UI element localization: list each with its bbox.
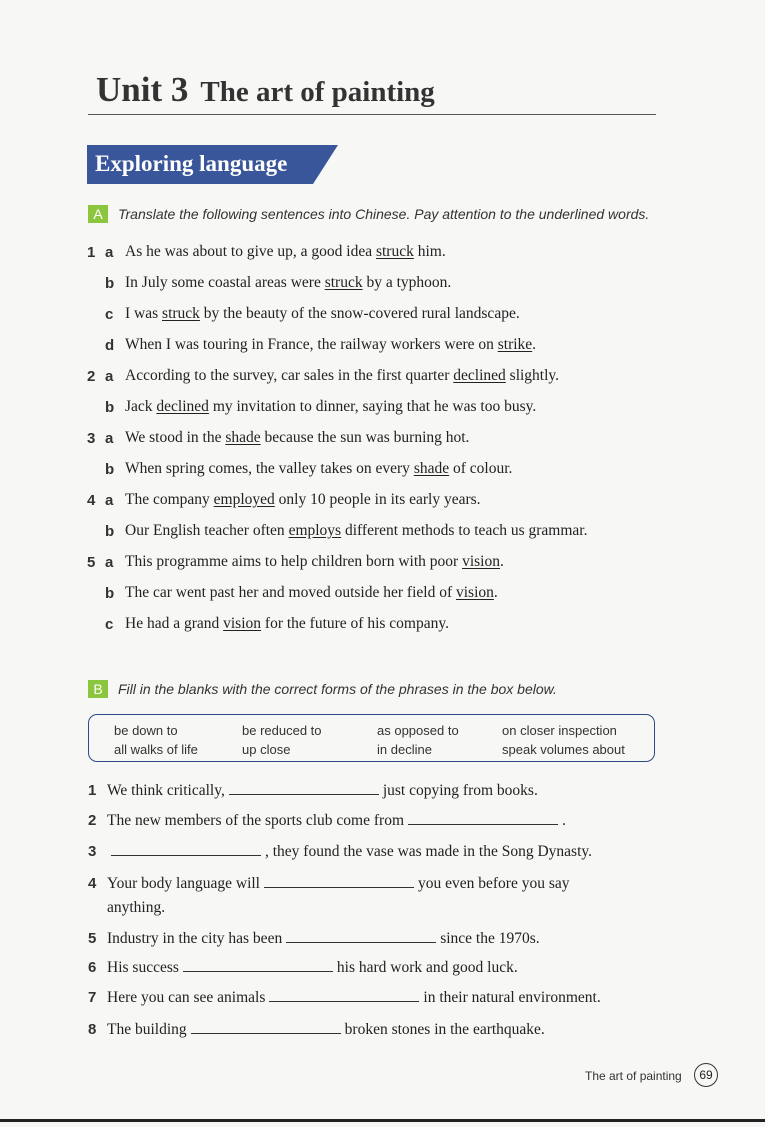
sentence — [125, 398, 536, 416]
question-number: 2 — [87, 368, 96, 385]
sentence — [125, 274, 451, 292]
sentence — [125, 522, 587, 540]
question-number: 6 — [88, 959, 97, 976]
sentence-text: Here you can see animals — [107, 989, 266, 1006]
section-b-badge: B — [88, 680, 108, 698]
sub-label: a — [105, 492, 114, 509]
underlined-word: vision — [455, 584, 494, 601]
underlined-word: shade — [413, 460, 450, 477]
sub-label: b — [105, 585, 115, 602]
phrase-item: up close — [242, 742, 291, 757]
running-title: The art of painting — [585, 1069, 682, 1083]
sentence-text: by a typhoon. — [362, 274, 452, 291]
sentence-text: Jack — [125, 398, 157, 415]
sentence — [125, 429, 469, 447]
section-a-instruction: Translate the following sentences into Chinese. Pay attention to the underlined words. — [118, 206, 650, 222]
page-number: 69 — [694, 1063, 718, 1087]
answer-blank — [111, 842, 261, 856]
question-number: 1 — [88, 782, 97, 799]
fill-sentence — [107, 988, 601, 1007]
sentence-text: We stood in the — [125, 429, 226, 446]
sentence-text: just copying from books. — [382, 782, 538, 799]
fill-sentence — [107, 874, 570, 893]
sub-label: b — [105, 523, 115, 540]
underlined-word: shade — [225, 429, 261, 446]
sentence-text: Our English teacher often — [125, 522, 289, 539]
unit-number: Unit 3 — [96, 70, 189, 109]
sentence-text: for the future of his company. — [261, 615, 449, 632]
phrase-item: be down to — [114, 723, 178, 738]
sentence-text: Your body language will — [107, 875, 260, 892]
sentence-text: . — [493, 584, 498, 601]
answer-blank — [286, 929, 436, 943]
section-b-instruction: Fill in the blanks with the correct forms of the phrases in the box below. — [118, 681, 557, 697]
underlined-word: declined — [156, 398, 209, 415]
question-number: 2 — [88, 812, 97, 829]
underlined-word: struck — [375, 243, 414, 260]
sentence-text: When I was touring in France, the railway workers were on — [125, 336, 498, 353]
phrase-item: on closer inspection — [502, 723, 617, 738]
sentence-text: I was — [125, 305, 163, 322]
sentence-text: As he was about to give up, a good idea — [125, 243, 376, 260]
answer-blank — [191, 1020, 341, 1034]
question-number: 7 — [88, 989, 97, 1006]
unit-title: The art of painting — [200, 76, 435, 108]
question-number: 4 — [87, 492, 96, 509]
sentence-text: The car went past her and moved outside her field of — [125, 584, 456, 601]
bottom-border — [0, 1119, 765, 1122]
fill-sentence — [107, 842, 592, 861]
sentence-text: his hard work and good luck. — [336, 959, 518, 976]
sentence-text: . — [562, 812, 566, 829]
answer-blank — [269, 988, 419, 1002]
phrase-item: all walks of life — [114, 742, 198, 757]
sentence-text: him. — [413, 243, 446, 260]
question-number: 3 — [88, 843, 97, 860]
sub-label: b — [105, 461, 115, 478]
sub-label: a — [105, 368, 114, 385]
sentence-continuation: anything. — [107, 899, 166, 916]
sentence-text: in their natural environment. — [423, 989, 601, 1006]
answer-blank — [408, 811, 558, 825]
sentence — [125, 615, 449, 633]
sentence-text: my invitation to dinner, saying that he was too busy. — [208, 398, 537, 415]
sentence — [125, 491, 481, 509]
sentence-text: The building — [107, 1021, 187, 1038]
sentence — [125, 336, 536, 354]
question-number: 4 — [88, 875, 97, 892]
question-number: 5 — [88, 930, 97, 947]
question-number: 3 — [87, 430, 96, 447]
sentence-text: The company — [125, 491, 214, 508]
sentence-text: . — [499, 553, 504, 570]
sentence-text: only 10 people in its early years. — [274, 491, 481, 508]
sub-label: d — [105, 337, 115, 354]
sentence-text: broken stones in the earthquake. — [344, 1021, 545, 1038]
sentence-text: The new members of the sports club come from — [107, 812, 404, 829]
underlined-word: strike — [497, 336, 533, 353]
sentence-text: In July some coastal areas were — [125, 274, 325, 291]
fill-sentence — [107, 781, 538, 800]
sentence-text: His success — [107, 959, 179, 976]
fill-sentence — [107, 811, 566, 830]
sentence — [125, 584, 498, 602]
phrase-item: be reduced to — [242, 723, 322, 738]
sentence-text: He had a grand — [125, 615, 224, 632]
fill-sentence — [107, 1020, 545, 1039]
sentence-text: different methods to teach us grammar. — [341, 522, 588, 539]
underlined-word: declined — [453, 367, 506, 384]
underlined-word: employs — [288, 522, 342, 539]
question-number: 8 — [88, 1021, 97, 1038]
answer-blank — [229, 781, 379, 795]
unit-heading — [96, 70, 435, 110]
phrase-item: speak volumes about — [502, 742, 625, 757]
sub-label: a — [105, 244, 114, 261]
phrase-item: as opposed to — [377, 723, 459, 738]
sub-label: b — [105, 275, 115, 292]
sentence — [125, 460, 512, 478]
answer-blank — [183, 958, 333, 972]
sub-label: a — [105, 554, 114, 571]
underlined-word: employed — [213, 491, 275, 508]
sub-label: a — [105, 430, 114, 447]
sentence-text: According to the survey, car sales in the first quarter — [125, 367, 454, 384]
sentence-text: because the sun was burning hot. — [260, 429, 470, 446]
fill-sentence — [107, 958, 518, 977]
sentence-text: slightly. — [505, 367, 560, 384]
sentence-text: We think critically, — [107, 782, 225, 799]
underlined-word: struck — [324, 274, 363, 291]
sentence-text: . — [532, 336, 537, 353]
sub-label: b — [105, 399, 115, 416]
underlined-word: vision — [462, 553, 500, 570]
sentence-text: since the 1970s. — [440, 930, 540, 947]
banner-title: Exploring language — [95, 151, 288, 176]
fill-sentence — [107, 929, 540, 948]
answer-blank — [264, 874, 414, 888]
sub-label: c — [105, 306, 114, 323]
underlined-word: struck — [162, 305, 200, 322]
underlined-word: vision — [223, 615, 262, 632]
sentence-text: When spring comes, the valley takes on every — [125, 460, 414, 477]
phrase-item: in decline — [377, 742, 432, 757]
sentence — [125, 243, 446, 261]
sentence-text: This programme aims to help children born with poor — [125, 553, 463, 570]
sub-label: c — [105, 616, 114, 633]
sentence-text: of colour. — [449, 460, 513, 477]
sentence-text: Industry in the city has been — [107, 930, 283, 947]
section-banner — [87, 145, 338, 184]
question-number: 1 — [87, 244, 96, 261]
question-number: 5 — [87, 554, 96, 571]
sentence-text: , they found the vase was made in the Song Dynasty. — [265, 843, 593, 860]
section-a-badge: A — [88, 205, 108, 223]
title-divider — [88, 114, 656, 115]
sentence — [125, 367, 559, 385]
sentence — [125, 305, 520, 323]
sentence-text: you even before you say — [418, 875, 570, 892]
sentence — [125, 553, 504, 571]
sentence-text: by the beauty of the snow-covered rural landscape. — [199, 305, 520, 322]
